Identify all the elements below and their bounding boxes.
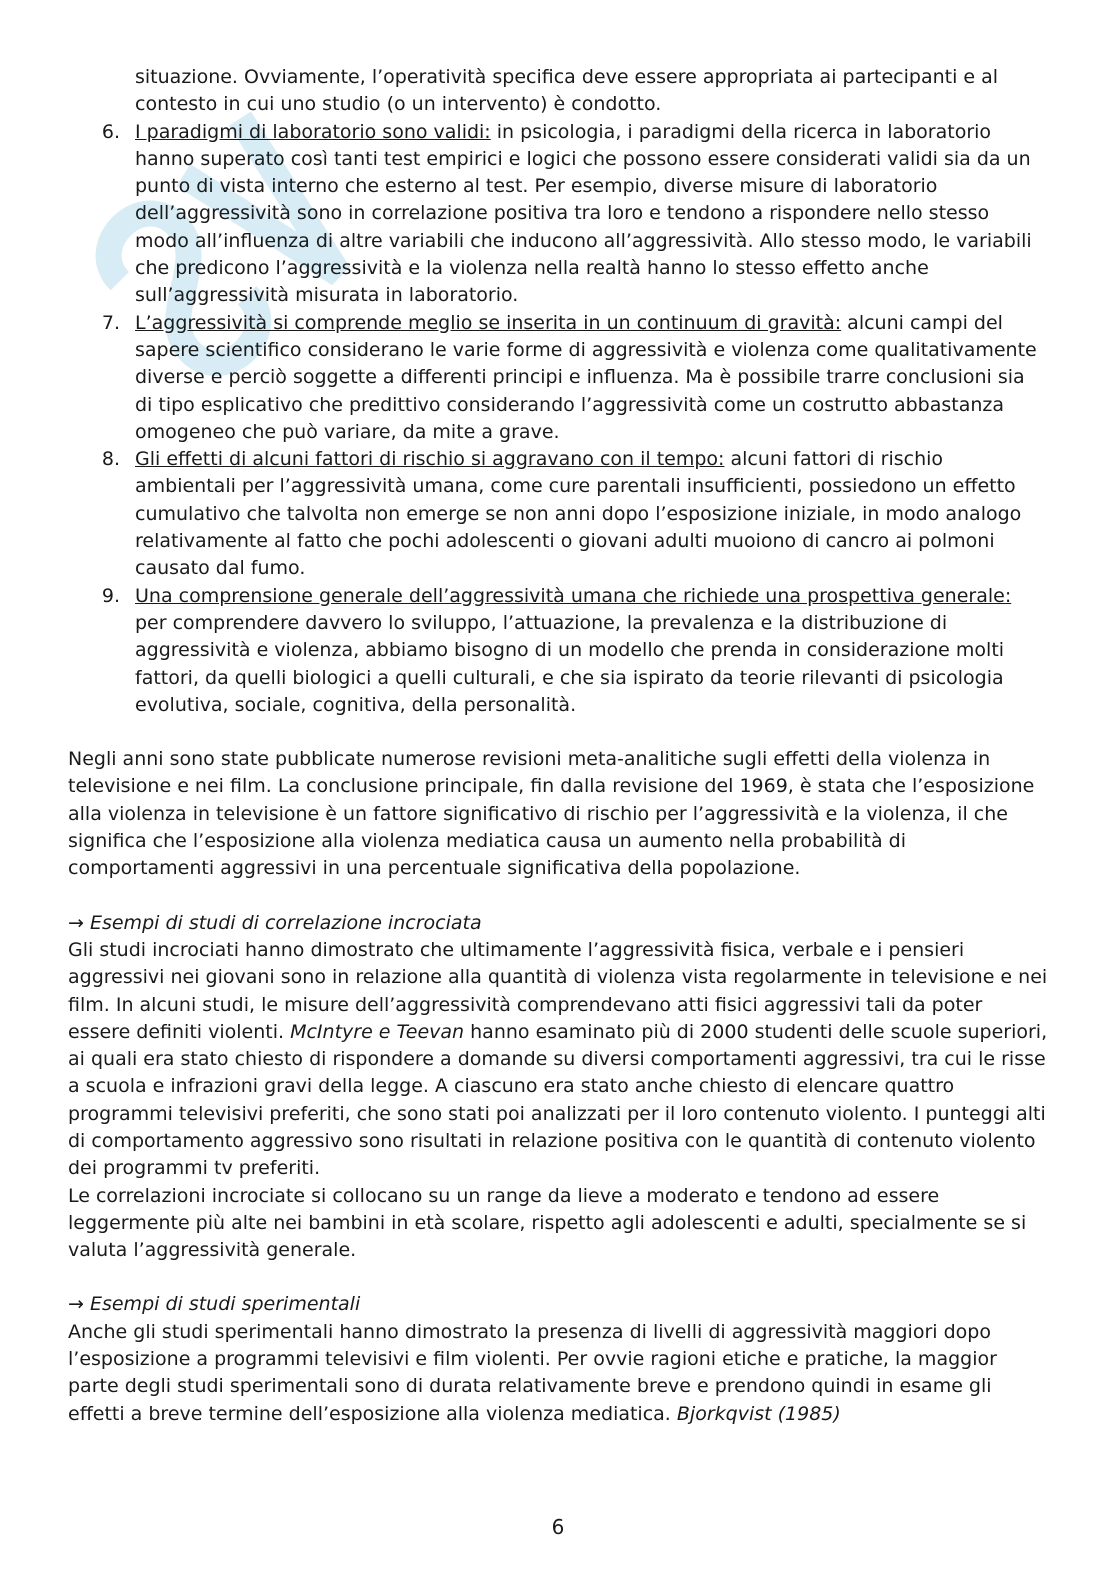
numbered-list — [68, 64, 1048, 719]
list-item-continuation: situazione. Ovviamente, l’operatività specifica deve essere appropriata ai partecipanti e al contesto in cui uno studio (o un intervento) è condotto. — [135, 66, 999, 116]
page-number: 6 — [551, 1515, 565, 1539]
list-number: 9. — [101, 584, 120, 607]
section-heading-experimental: → Esempi di studi sperimentali — [68, 1293, 361, 1316]
paragraph-experimental-1: Anche gli studi sperimentali hanno dimostrato la presenza di livelli di aggressività maggiori dopo l’esposizione a programmi televisivi e film violenti. Per ovvie ragioni etiche e pratiche, la maggior parte degli studi sperimentali sono di durata relativamente breve e prendono quindi in esame gli effetti a breve termine dell’esposizione alla violenza mediatica. Bjorkqvist (1985) — [68, 1320, 997, 1425]
list-item-title: Gli effetti di alcuni fattori di rischio si aggravano con il tempo: — [135, 448, 725, 471]
arrow-icon: → — [68, 911, 84, 934]
section-heading-cross-correlation: → Esempi di studi di correlazione incrociata — [68, 911, 482, 934]
list-item-title: I paradigmi di laboratorio sono validi: — [135, 120, 491, 143]
paragraph-cross-2: Le correlazioni incrociate si collocano su un range da lieve a moderato e tendono ad essere leggermente più alte nei bambini in età scolare, rispetto agli adolescenti e adulti, specialmente se si valuta l’aggressività generale. — [68, 1184, 1027, 1262]
list-number: 7. — [101, 311, 120, 334]
list-item-title: L’aggressività si comprende meglio se inserita in un continuum di gravità: — [135, 311, 842, 334]
list-item-text: per comprendere davvero lo sviluppo, l’attuazione, la prevalenza e la distribuzione di aggressività e violenza, abbiamo bisogno di un modello che prenda in considerazione molti fattori, da quelli biologici a quelli culturali, e che sia ispirato da teorie rilevanti di psicologia evolutiva, sociale, cognitiva, della personalità. — [135, 611, 1005, 716]
list-item-9 — [68, 583, 1048, 719]
list-number: 6. — [101, 120, 120, 143]
list-item-text: alcuni fattori di rischio ambientali per l’aggressività umana, come cure parentali insufficienti, possiedono un effetto cumulativo che talvolta non emerge se non anni dopo l’esposizione iniziale, in modo analogo relativamente al fatto che pochi adolescenti o giovani adulti muoiono di cancro ai polmoni causato dal fumo. — [135, 448, 1022, 580]
list-item-text: in psicologia, i paradigmi della ricerca in laboratorio hanno superato così tanti test empirici e logici che possono essere considerati validi sia da un punto di vista interno che esterno al test. Per esempio, diverse misure di laboratorio dell’aggressività sono in correlazione positiva tra loro e tendono a rispondere nello stesso modo all’influenza di altre variabili che inducono all’aggressività. Allo stesso modo, le variabili che predicono l’aggressività e la violenza nella realtà hanno lo stesso effetto anche sull’aggressività misurata in laboratorio. — [135, 120, 1032, 307]
arrow-icon: → — [68, 1293, 84, 1316]
list-item-6 — [68, 119, 1048, 310]
paragraph-meta-analysis: Negli anni sono state pubblicate numerose revisioni meta-analitiche sugli effetti della violenza in televisione e nei film. La conclusione principale, fin dalla revisione del 1969, è stata che l’esposizione alla violenza in televisione è un fattore significativo di rischio per l’aggressività e la violenza, il che significa che l’esposizione alla violenza mediatica causa un aumento nella probabilità di comportamenti aggressivi in una percentuale significativa della popolazione. — [68, 748, 1035, 880]
document-page — [68, 64, 1048, 1428]
list-item-8 — [68, 446, 1048, 582]
list-item-7 — [68, 310, 1048, 446]
list-item-text: alcuni campi del sapere scientifico considerano le varie forme di aggressività e violenza come qualitativamente diverse e perciò soggette a differenti principi e influenza. Ma è possibile trarre conclusioni sia di tipo esplicativo che predittivo considerando l’aggressività come un costrutto abbastanza omogeneo che può variare, da mite a grave. — [135, 311, 1037, 443]
list-number: 8. — [101, 448, 120, 471]
paragraph-cross-1: Gli studi incrociati hanno dimostrato che ultimamente l’aggressività fisica, verbale e i pensieri aggressivi nei giovani sono in relazione alla quantità di violenza vista regolarmente in televisione e nei film. In alcuni studi, le misure dell’aggressività comprendevano atti fisici aggressivi tali da poter essere definiti violenti. McIntyre e Teevan hanno esaminato più di 2000 studenti delle scuole superiori, ai quali era stato chiesto di rispondere a domande su diversi comportamenti aggressivi, tra cui le risse a scuola e infrazioni gravi della legge. A ciascuno era stato anche chiesto di elencare quattro programmi televisivi preferiti, che sono stati poi analizzati per il loro contenuto violento. I punteggi alti di comportamento aggressivo sono risultati in relazione positiva con le quantità di contenuto violento dei programmi tv preferiti. — [68, 938, 1048, 1180]
list-item-title: Una comprensione generale dell’aggressività umana che richiede una prospettiva generale: — [135, 584, 1012, 607]
